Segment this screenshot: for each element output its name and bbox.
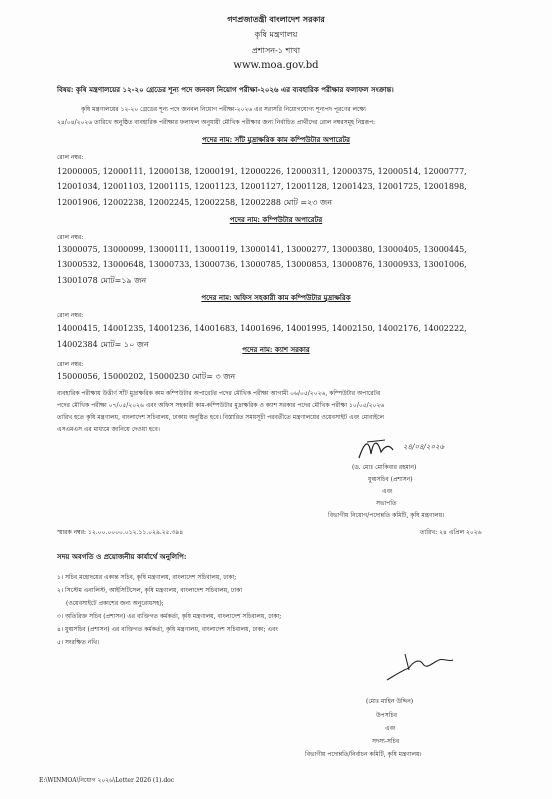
signature-date: ২৪/০৪/২০২৬ [403, 443, 445, 451]
distribution-item: ৪। যুগ্মসচিব (প্রশাসন) এর ব্যক্তিগত কর্মকর্তা, কৃষি মন্ত্রণালয়, বাংলাদেশ সচিবালয়, ঢাকা; এবং [57, 626, 278, 633]
signatory-title: যুগ্মসচিব (প্রশাসন) [368, 476, 413, 483]
roll-label: রোল নম্বর: [57, 312, 84, 319]
section-title-computer-operator: পদের নাম: কম্পিউটার অপারেটর [229, 215, 323, 224]
distribution-item: ২। সিস্টেম এনালিস্ট, আইসিটিসেল, কৃষি মন্ত্রণালয়, বাংলাদেশ সচিবালয়, ঢাকা [57, 587, 243, 594]
branch-name: প্রশাসন-১ শাখা [251, 46, 301, 55]
notice-line-1: ব্যবহারিক পরীক্ষায় উত্তীর্ণ সাঁট মুদ্রাক্ষরিক কাম কম্পিউটার অপারেটর পদের মৌখিক পরীক্ষা আগামী ০৬/০৫/২০২৬, কম্পিউটার অপারেটর [57, 390, 381, 397]
roll-label: রোল নম্বর: [57, 154, 84, 161]
section-title-steno: পদের নাম: সাঁট মুদ্রাক্ষরিক কাম কম্পিউটার অপারেটর [202, 135, 350, 144]
roll-numbers-line: 13001078 মোট=১৯ জন [57, 276, 147, 285]
distribution-item: ৩। অতিরিক্ত সচিব (প্রশাসন) এর ব্যক্তিগত কর্মকর্তা, কৃষি মন্ত্রণালয়, বাংলাদেশ সচিবালয়, ঢাকা; [57, 613, 282, 620]
roll-numbers-line: 14002384 মোট= ১০ জন [57, 340, 149, 349]
signatory-role: সভাপতি [376, 500, 397, 507]
government-title: গণপ্রজাতন্ত্রী বাংলাদেশ সরকার [227, 14, 325, 24]
subject-text: কৃষি মন্ত্রণালয়ের ১২-২০ গ্রেডের শূন্য পদে জনবল নিয়োগ পরীক্ষা-২০২৬ এর ব্যবহারিক পরীক্ষার ফলাফল সংক্রান্ত। [75, 85, 394, 94]
notice-line-3: তারিখ হতে কৃষি মন্ত্রণালয়, বাংলাদেশ সচিবালয়, ঢাকায় অনুষ্ঠিত হবে। বিস্তারিত সময়সূচী পরবর্তীতে মন্ত্রণালয়ের ওয়েবসাইট এবং মোবাইলে [57, 414, 384, 421]
roll-numbers-line: 12000005, 12000111, 12000138, 12000191, 12000226, 12000311, 12000375, 12000514, 12000777, [57, 167, 467, 176]
section-title-cash-sarkar: পদের নাম: ক্যাশ সরকার [242, 345, 310, 354]
signatory-and: এবং [382, 488, 393, 495]
signatory-committee: বিভাগীয় নিয়োগ/পদোন্নতি কমিটি, কৃষি মন্ত্রণালয়। [328, 512, 445, 519]
distribution-heading: সদয় অবগতি ও প্রয়োজনীয় কার্যার্থে অনুলিপি: [57, 552, 187, 561]
memo-date: তারিখ: ২৪ এপ্রিল ২০২৬ [420, 529, 482, 536]
section-title-office-assistant: পদের নাম: অফিস সহকারী কাম কম্পিউটার মুদ্রাক্ষরিক [201, 293, 351, 302]
roll-label: রোল নম্বর: [57, 234, 84, 241]
roll-label: রোল নম্বর: [57, 361, 84, 368]
signature-2 [383, 650, 463, 686]
subject-line [57, 84, 394, 96]
distribution-item: ১। সচিব মহোদয়ের একান্ত সচিব, কৃষি মন্ত্রণালয়, বাংলাদেশ সচিবালয়, ঢাকা; [57, 574, 237, 581]
intro-line-2: ২৪/০৪/২০২৬ তারিখে অনুষ্ঠিত ব্যবহারিক পরীক্ষার ফলাফল অনুযায়ী মৌখিক পরীক্ষার জন্য নির্বাচিত প্রার্থীদের রোল নম্বরসমূহ নিম্নরূপ: [57, 119, 376, 126]
ministry-name: কৃষি মন্ত্রণালয় [254, 30, 298, 39]
notice-line-2: পদের মৌখিক পরীক্ষা ০৭/০৫/২০২৬ এবং অফিস সহকারী কাম-কম্পিউটার মুদ্রাক্ষরিক ও ক্যাশ সরকার পদের মৌখিক পরীক্ষা ১০/০৫/২০২৬ [57, 402, 385, 409]
signatory-name: (মোঃ মাহিন উদ্দিন) [366, 698, 414, 705]
signatory-and: এবং [385, 725, 396, 732]
roll-numbers-line: 14000415, 14001235, 14001236, 14001683, 14001696, 14001995, 14002150, 14002176, 14002222, [57, 324, 467, 333]
roll-numbers-line: 15000056, 15000202, 15000230 মোট= ৩ জন [57, 372, 236, 381]
roll-numbers-line: 12001034, 12001103, 12001115, 12001123, 12001127, 12001128, 12001423, 12001725, 12001898, [57, 182, 467, 191]
notice-line-4: এসএমএস এর মাধ্যমে জানিয়ে দেওয়া হবে। [57, 426, 160, 433]
footer-file-path: E:\WINMOA\নিয়োগ ২০২৬\Letter 2026 (1).doc [39, 777, 175, 784]
subject-label: বিষয়: [57, 85, 74, 94]
signatory-name: (ড. মোঃ মোকিবার রহমান) [352, 464, 417, 471]
website-link[interactable]: www.moa.gov.bd [233, 60, 319, 71]
signatory-title: উপসচিব [376, 712, 398, 719]
distribution-item: (ওয়েবসাইটে প্রকাশের জন্য অনুরোধসহ); [66, 600, 164, 607]
signatory-committee: বিভাগীয় পদোন্নতি/নির্বাচন কমিটি, কৃষি মন্ত্রণালয়। [305, 751, 422, 758]
memo-number: স্মারক নম্বর: ১২.০০.০০০০.০১২.১১.০২৯.২৫.৩৯৪ [57, 529, 184, 536]
distribution-item: ৫। সংরক্ষিত নথি। [57, 639, 100, 646]
roll-numbers-line: 12001906, 12002238, 12002245, 12002258, 12002288 মোট =২৩ জন [57, 198, 332, 207]
roll-numbers-line: 13000532, 13000648, 13000733, 13000736, 13000785, 13000853, 13000876, 13000933, 13001006, [57, 260, 467, 269]
intro-line-1: কৃষি মন্ত্রণালয়ের ১২-২০ গ্রেডের শূন্য পদে জনবল নিয়োগ পরীক্ষা-২০২৬ এর সরাসরি নিয়োগযোগ্য শূন্যপদ পূরণের লক্ষ্যে [81, 106, 367, 113]
roll-numbers-line: 13000075, 13000099, 13000111, 13000119, 13000141, 13000277, 13000380, 13000405, 13000445, [57, 245, 467, 254]
signatory-role: সদস্য-সচিব [372, 738, 400, 745]
